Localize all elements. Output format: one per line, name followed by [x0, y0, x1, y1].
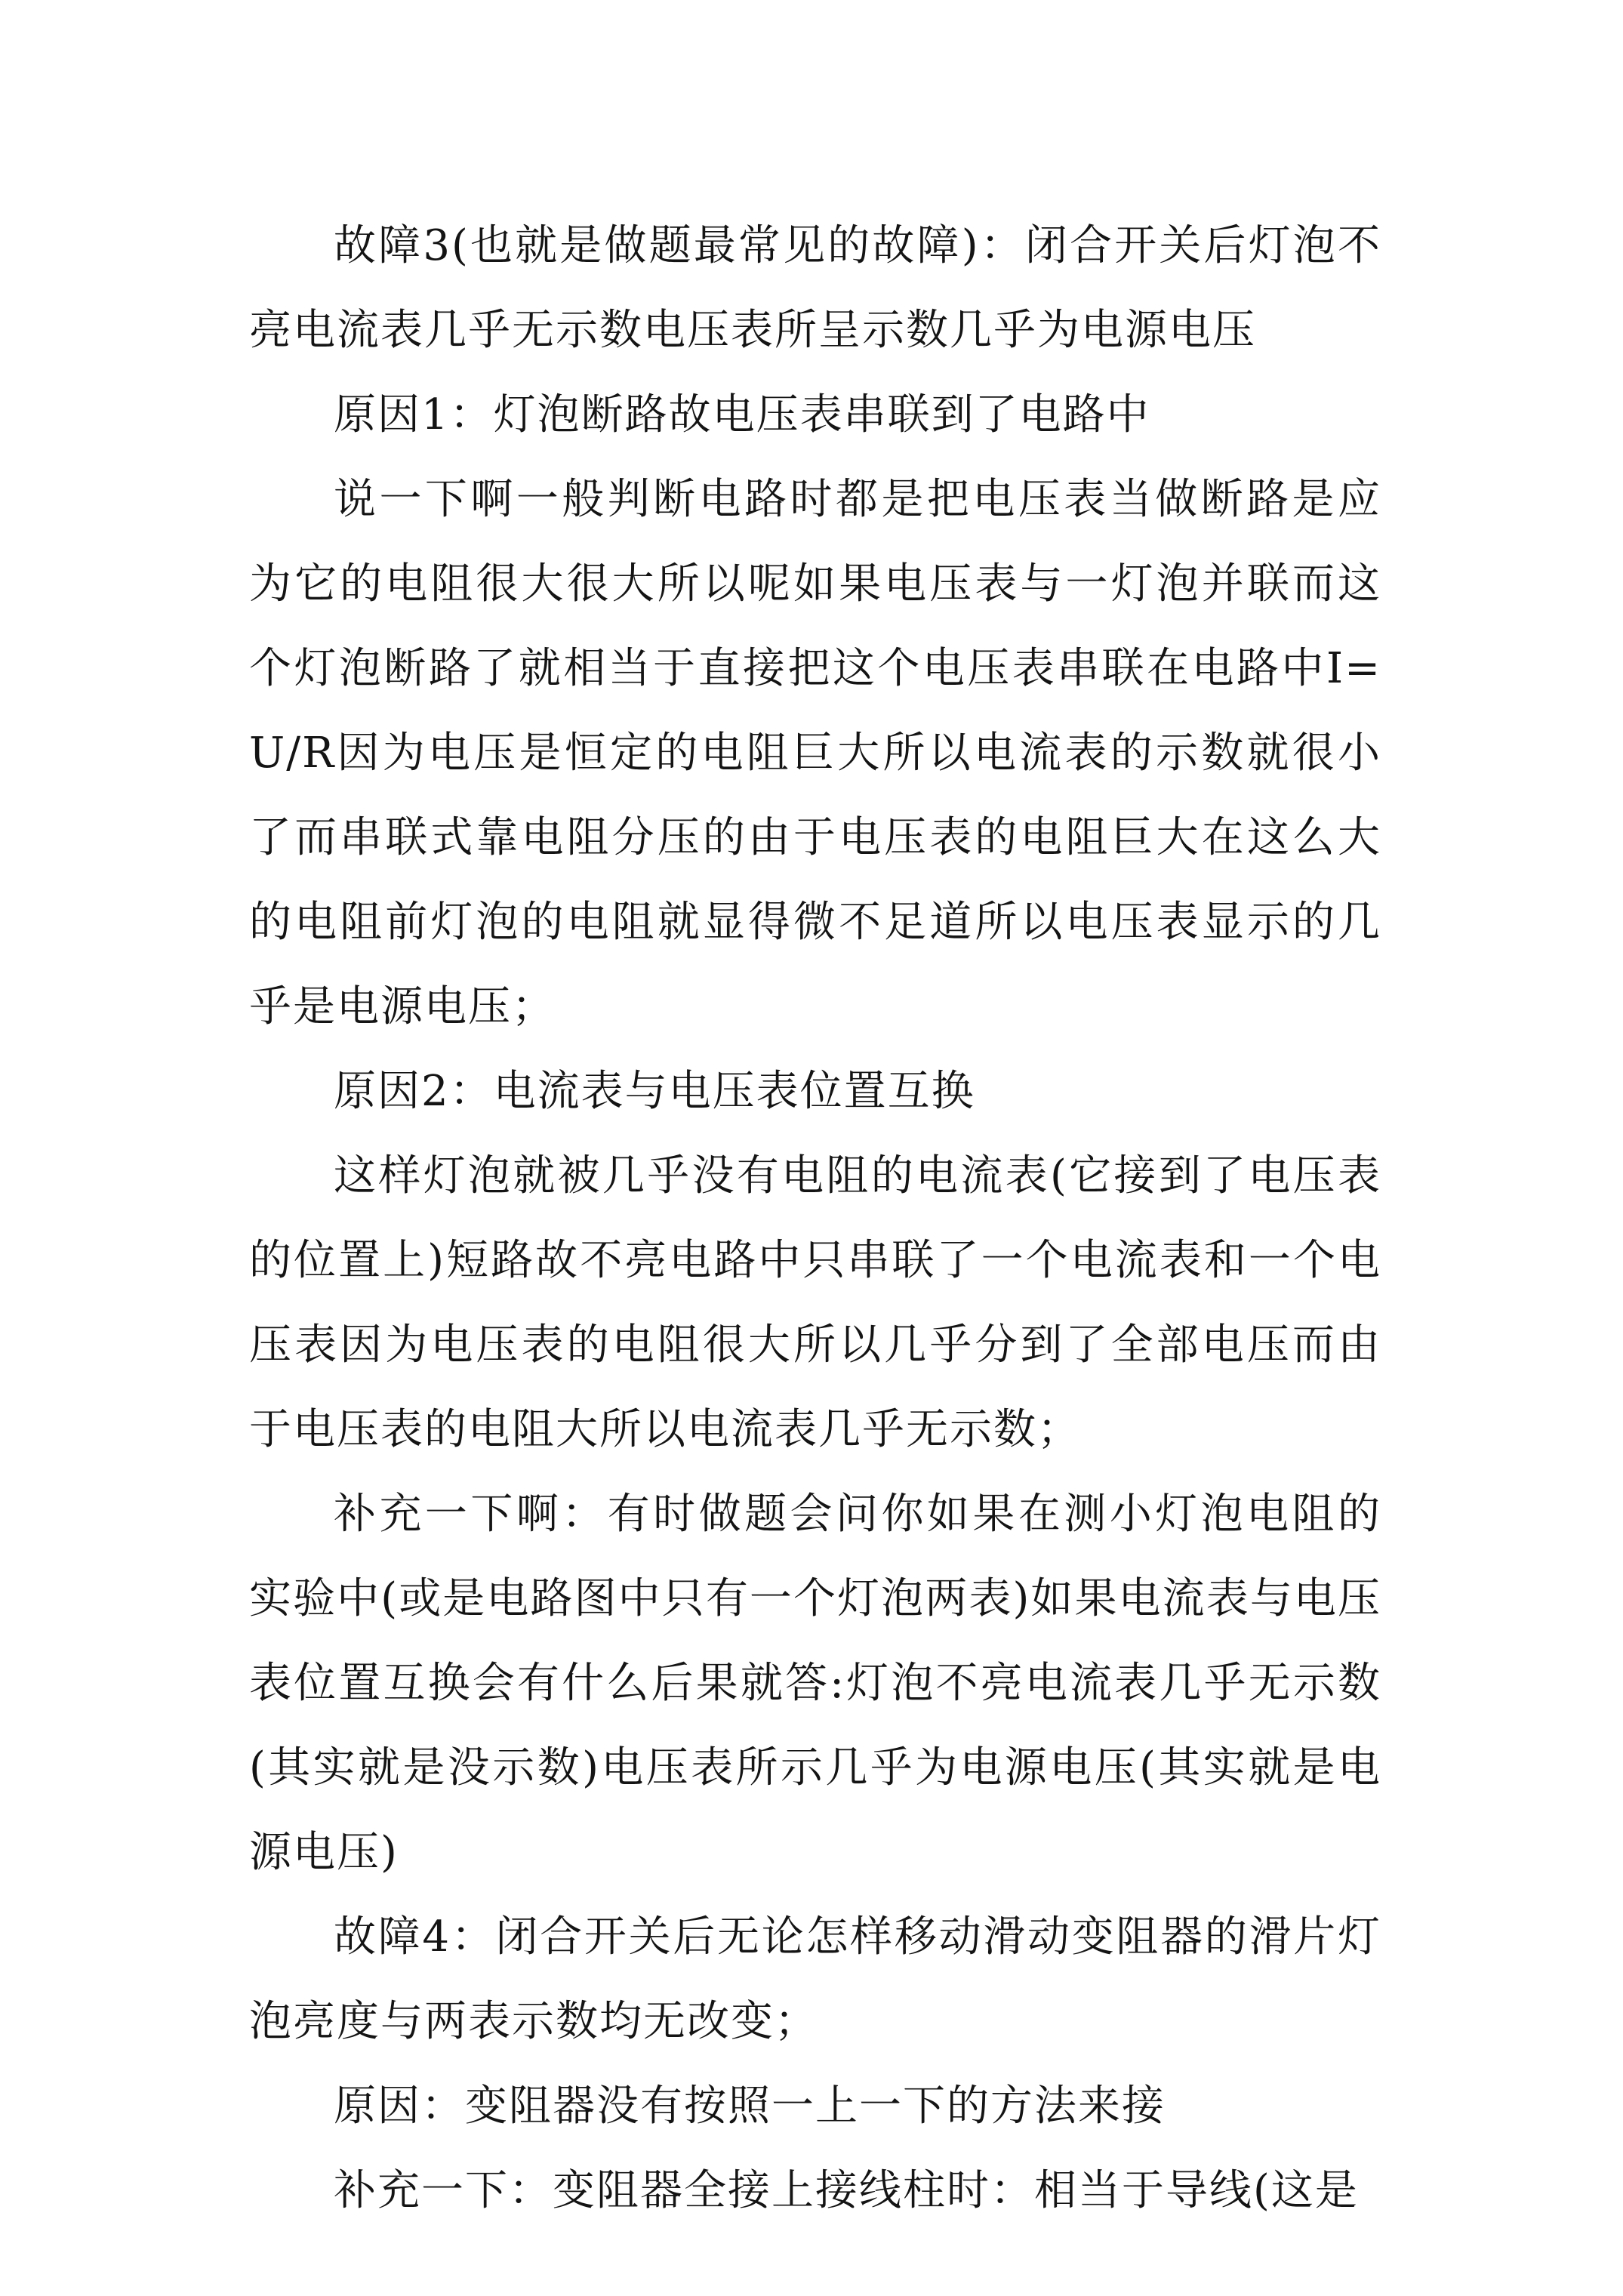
- paragraph-cause-2: 原因2：电流表与电压表位置互换: [334, 1067, 975, 1116]
- paragraph-supplement-1: 补充一下啊：有时做题会问你如果在测小灯泡电阻的实验中(或是电路图中只有一个灯泡两表)如果电流表与电压表位置互换会有什么后果就答:灯泡不亮电流表几乎无示数(其实就是没示数)电压表所示几乎为电源电压(其实就是电源电压): [249, 1490, 1381, 1877]
- paragraph-cause-fault-4: 原因：变阻器没有按照一上一下的方法来接: [334, 2082, 1166, 2131]
- paragraph-fault-4: 故障4：闭合开关后无论怎样移动滑动变阻器的滑片灯泡亮度与两表示数均无改变；: [249, 1912, 1381, 2046]
- paragraph-explanation-2: 这样灯泡就被几乎没有电阻的电流表(它接到了电压表的位置上)短路故不亮电路中只串联了一个电流表和一个电压表因为电压表的电阻很大所以几乎分到了全部电压而由于电压表的电阻大所以电流表几乎无示数；: [249, 1151, 1381, 1454]
- paragraph-explanation-1: 说一下啊一般判断电路时都是把电压表当做断路是应为它的电阻很大很大所以呢如果电压表与一灯泡并联而这个灯泡断路了就相当于直接把这个电压表串联在电路中I=U/R因为电压是恒定的电阻巨大所以电流表的示数就很小了而串联式靠电阻分压的由于电压表的电阻巨大在这么大的电阻前灯泡的电阻就显得微不足道所以电压表显示的几乎是电源电压；: [249, 475, 1381, 1031]
- paragraph-cause-1: 原因1：灯泡断路故电压表串联到了电路中: [334, 390, 1150, 439]
- paragraph-fault-3: 故障3(也就是做题最常见的故障)：闭合开关后灯泡不亮电流表几乎无示数电压表所呈示数几乎为电源电压: [249, 221, 1381, 355]
- paragraph-supplement-2: 补充一下：变阻器全接上接线柱时：相当于导线(这是: [334, 2166, 1359, 2215]
- document-page: [249, 204, 1381, 2233]
